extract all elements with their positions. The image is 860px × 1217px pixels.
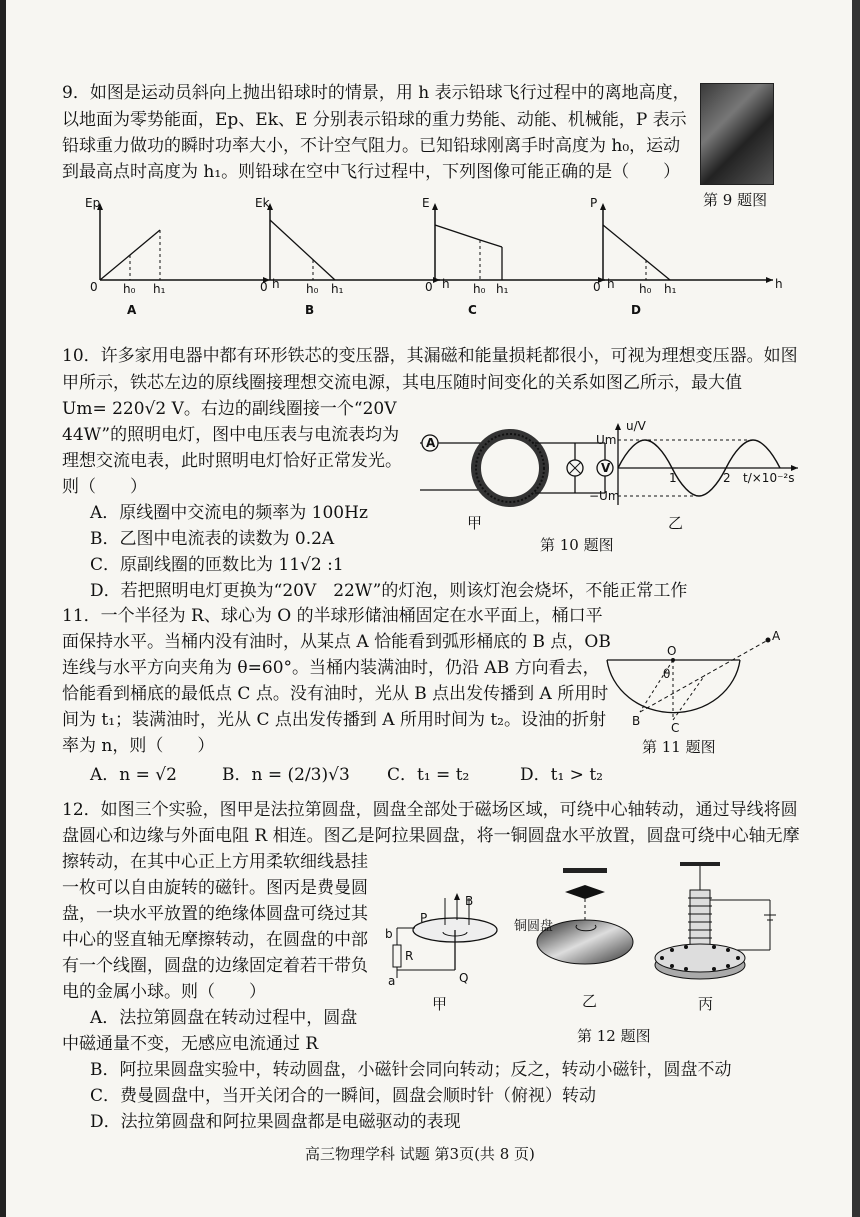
wave-xaxis-label: t/×10⁻²s	[743, 471, 795, 485]
scan-edge-right	[852, 0, 860, 1217]
q10-line-4: 44W”的照明电灯，图中电压表与电流表均为	[62, 425, 400, 445]
faraday-label-p: P	[420, 911, 428, 925]
ammeter-label: A	[426, 436, 436, 450]
q11-line-2: 面保持水平。当桶内没有油时，从某点 A 恰能看到弧形桶底的 B 点，OB	[62, 632, 611, 652]
q9-line-1: 9．如图是运动员斜向上抛出铅球时的情景，用 h 表示铅球飞行过程中的离地高度，	[62, 83, 690, 103]
q10-option-b: B．乙图中电流表的读数为 0.2A	[90, 529, 335, 549]
wave-um-label: Um	[596, 433, 617, 447]
q11-line-3: 连线与水平方向夹角为 θ=60°。当桶内装满油时，仍沿 AB 方向看去，	[62, 658, 600, 678]
q11-line-5: 间为 t₁；装满油时，光从 C 点出发传播到 A 所用时间为 t₂。设油的折射	[62, 710, 606, 730]
wave-t1-label: 1	[669, 471, 677, 485]
voltmeter-label: V	[601, 461, 611, 475]
q9-caption: 第 9 题图	[703, 191, 768, 209]
q9-graph-c	[420, 195, 615, 320]
faraday-label-b-field: B	[465, 894, 474, 908]
q11-option-b: B．n = (2/3)√3	[222, 765, 350, 785]
faraday-disk-diagram	[385, 890, 520, 1000]
graph-d-xlabel: h	[775, 277, 783, 291]
q12-line-3: 擦转动，在其中心正上方用柔软细线悬挂	[62, 852, 368, 872]
scan-edge-left	[0, 0, 6, 1217]
q12-line-1: 12．如图三个实验，图甲是法拉第圆盘，圆盘全部处于磁场区域，可绕中心轴转动，通过导线将圆	[62, 800, 798, 820]
q11-line-4: 恰能看到桶底的最低点 C 点。没有油时，光从 B 点出发传播到 A 所用时	[62, 684, 609, 704]
graph-b-xlabel: h	[442, 277, 450, 291]
graph-d-letter: D	[631, 303, 641, 317]
q12-line-4: 一枚可以自由旋转的磁针。图丙是费曼圆	[62, 878, 368, 898]
graph-d-h0: h₀	[639, 282, 652, 296]
q12-line-6: 中心的竖直轴无摩擦转动，在圆盘的中部	[62, 930, 368, 950]
q10-line-6: 则（ ）	[62, 477, 147, 497]
q11-point-o: O	[667, 644, 677, 658]
q12-line-5: 盘，一块水平放置的绝缘体圆盘可绕过其	[62, 904, 368, 924]
q10-option-c: C．原副线圈的匝数比为 11√2 :1	[90, 555, 344, 575]
graph-b-h0: h₀	[306, 282, 319, 296]
graph-c-xlabel: h	[607, 277, 615, 291]
page-footer: 高三物理学科 试题 第3页(共 8 页)	[305, 1145, 535, 1163]
q11-line-1: 11．一个半径为 R、球心为 O 的半球形储油桶固定在水平面上，桶口平	[62, 606, 603, 626]
q12-option-b: B．阿拉果圆盘实验中，转动圆盘，小磁针会同向转动；反之，转动小磁针，圆盘不动	[90, 1060, 732, 1080]
graph-c-h0: h₀	[473, 282, 486, 296]
q12-fig-yi: 乙	[582, 992, 598, 1010]
q10-line-2: 甲所示，铁芯左边的原线圈接理想交流电源，其电压随时间变化的关系如图乙所示，最大值	[62, 373, 742, 393]
q9-line-2: 以地面为零势能面，Ep、Ek、E 分别表示铅球的重力势能、动能、机械能，P 表示	[62, 110, 687, 130]
q12-caption: 第 12 题图	[577, 1027, 651, 1045]
graph-a-ylabel: Ep	[85, 196, 101, 210]
q11-line-6: 率为 n，则（ ）	[62, 736, 215, 756]
q11-option-c: C．t₁ = t₂	[387, 765, 470, 785]
faraday-label-b: b	[385, 927, 393, 941]
q10-option-d: D．若把照明电灯更换为“20V 22W”的灯泡，则该灯泡会烧坏，不能正常工作	[90, 581, 688, 601]
wave-neg-um-label: −Um	[589, 489, 620, 503]
wave-yaxis-label: u/V	[626, 419, 646, 433]
shot-put-photo	[700, 83, 774, 185]
graph-d-h1: h₁	[664, 282, 677, 296]
q9-graph-a	[85, 195, 280, 320]
graph-a-h1: h₁	[153, 282, 166, 296]
q12-line-7: 有一个线圈，圆盘的边缘固定着若干带负	[62, 956, 368, 976]
graph-b-h1: h₁	[331, 282, 344, 296]
wave-t2-label: 2	[723, 471, 731, 485]
q12-option-c: C．费曼圆盘中，当开关闭合的一瞬间，圆盘会顺时针（俯视）转动	[90, 1086, 597, 1106]
transformer-diagram	[415, 428, 615, 528]
q9-line-3: 铅球重力做功的瞬时功率大小，不计空气阻力。已知铅球刚离手时高度为 h₀，运动	[62, 136, 681, 156]
graph-d-ylabel: P	[590, 196, 598, 210]
q11-point-c: C	[671, 721, 680, 735]
q10-fig-yi: 乙	[668, 514, 684, 532]
q10-line-1: 10．许多家用电器中都有环形铁芯的变压器，其漏磁和能量损耗都很小，可视为理想变压器。如图	[62, 346, 798, 366]
q12-option-a-2: 中磁通量不变，无感应电流通过 R	[62, 1034, 319, 1054]
faraday-label-q: Q	[459, 971, 469, 985]
q12-option-d: D．法拉第圆盘和阿拉果圆盘都是电磁驱动的表现	[90, 1112, 461, 1132]
graph-b-letter: B	[305, 303, 315, 317]
q12-option-a-1: A．法拉第圆盘在转动过程中，圆盘	[90, 1008, 358, 1028]
q12-line-2: 盘圆心和边缘与外面电阻 R 相连。图乙是阿拉果圆盘，将一铜圆盘水平放置，圆盘可绕中心轴无摩	[62, 826, 800, 846]
feynman-disk-diagram	[650, 860, 790, 990]
voltage-waveform	[589, 419, 803, 515]
graph-c-h1: h₁	[496, 282, 509, 296]
graph-a-origin: 0	[90, 280, 98, 294]
faraday-label-r: R	[405, 949, 414, 963]
q10-fig-jia: 甲	[467, 514, 483, 532]
q10-option-a: A．原线圈中交流电的频率为 100Hz	[90, 503, 368, 523]
q12-copper-disk-label: 铜圆盘	[514, 919, 554, 934]
graph-a-h0: h₀	[123, 282, 136, 296]
graph-a-xlabel: h	[272, 277, 280, 291]
graph-c-ylabel: E	[422, 196, 430, 210]
q11-point-b: B	[632, 714, 641, 728]
q11-option-a: A．n = √2	[90, 765, 177, 785]
graph-c-letter: C	[468, 303, 477, 317]
q11-point-a: A	[772, 629, 781, 643]
q9-graph-d	[588, 195, 783, 320]
q11-option-d: D．t₁ > t₂	[520, 765, 603, 785]
graph-d-origin: 0	[593, 280, 601, 294]
faraday-label-a: a	[388, 974, 396, 988]
hemisphere-diagram	[605, 629, 805, 735]
q10-line-5: 理想交流电表，此时照明电灯恰好正常发光。	[62, 451, 402, 471]
graph-a-letter: A	[127, 303, 137, 317]
graph-c-origin: 0	[425, 280, 433, 294]
graph-b-origin: 0	[260, 280, 268, 294]
graph-b-ylabel: Ek	[255, 196, 270, 210]
q10-caption: 第 10 题图	[540, 536, 614, 554]
q11-caption: 第 11 题图	[642, 738, 716, 756]
q11-angle-theta: θ	[663, 667, 671, 681]
q10-line-3: Um= 220√2 V。右边的副线圈接一个“20V	[62, 399, 397, 419]
q12-fig-bing: 丙	[698, 995, 714, 1013]
q9-line-4: 到最高点时高度为 h₁。则铅球在空中飞行过程中，下列图像可能正确的是（ ）	[62, 162, 681, 182]
q12-line-8: 电的金属小球。则（ ）	[62, 982, 266, 1002]
q12-fig-jia: 甲	[432, 995, 448, 1013]
q9-graph-b	[255, 195, 450, 320]
